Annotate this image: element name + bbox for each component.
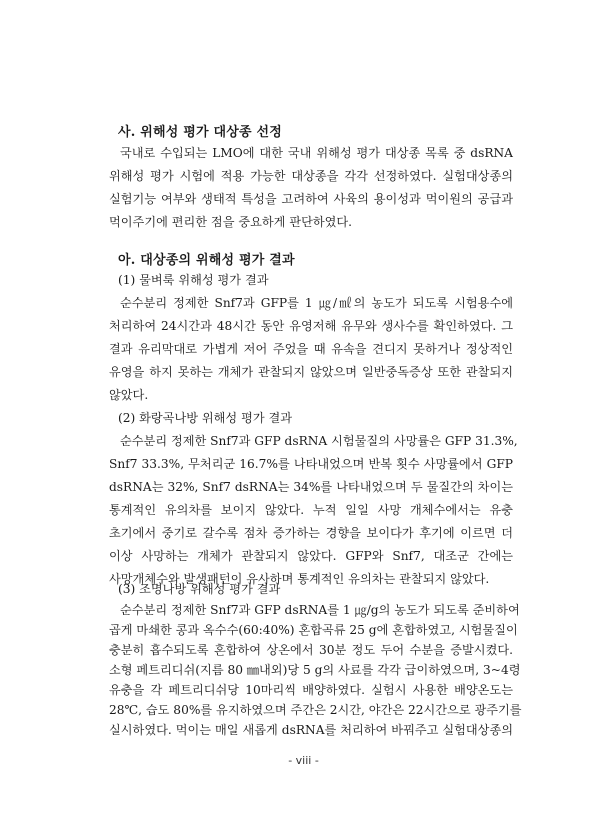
section-heading-sa: 사. 위해성 평가 대상종 선정 bbox=[118, 125, 282, 140]
paragraph-line: 처리하여 24시간과 48시간 동안 유영저해 유무와 생사수를 확인하였다. 그 bbox=[109, 319, 513, 333]
paragraph-line: 않았다. bbox=[109, 388, 149, 402]
paragraph-line: 소형 페트리디쉬(지름 80 ㎜내외)당 5 g의 사료를 각각 급이하였으며, 3~4령 bbox=[109, 663, 521, 677]
subsection-title-2: (2) 화랑곡나방 위해성 평가 결과 bbox=[118, 411, 293, 425]
paragraph-line: 먹이주기에 편리한 점을 중요하게 판단하였다. bbox=[109, 215, 353, 229]
paragraph-line: 실시하였다. 먹이는 매일 새롭게 dsRNA를 처리하여 바꿔주고 실험대상종의 bbox=[109, 723, 513, 737]
paragraph-line: 유영을 하지 못하는 개체가 관찰되지 않았으며 일반중독증상 또한 관찰되지 bbox=[109, 365, 513, 379]
paragraph-line: 순수분리 정제한 Snf7과 GFP dsRNA를 1 ㎍/g의 농도가 되도록 준비하여 bbox=[120, 603, 520, 617]
paragraph-line: 충분히 흡수되도록 혼합하여 상온에서 30분 정도 두어 수분을 증발시켰다. bbox=[109, 643, 513, 657]
paragraph-line: 이상 사망하는 개체가 관찰되지 않았다. GFP와 Snf7, 대조군 간에는 bbox=[109, 549, 513, 563]
page-number: - viii - bbox=[288, 754, 319, 767]
paragraph-line: 곱게 마쇄한 콩과 옥수수(60:40%) 혼합곡류 25 g에 혼합하였고, 시험물질이 bbox=[109, 623, 518, 637]
paragraph-line: 순수분리 정제한 Snf7과 GFP를 1 ㎍/㎖의 농도가 되도록 시험용수에 bbox=[120, 296, 513, 310]
subsection-title-3: (3) 조명나방 위해성 평가 결과 bbox=[118, 582, 281, 596]
paragraph-line: 28℃, 습도 80%를 유지하였으며 주간은 2시간, 야간은 22시간으로 광주기를 bbox=[109, 703, 522, 717]
section-heading-a: 아. 대상종의 위해성 평가 결과 bbox=[118, 253, 295, 268]
subsection-title-1: (1) 물벼룩 위해성 평가 결과 bbox=[118, 273, 269, 287]
paragraph-line: 결과 유리막대로 가볍게 저어 주었을 때 유속을 견디지 못하거나 정상적인 bbox=[109, 342, 513, 356]
paragraph-line: 실험기능 여부와 생태적 특성을 고려하여 사육의 용이성과 먹이원의 공급과 bbox=[109, 192, 513, 206]
paragraph-line: dsRNA는 32%, Snf7 dsRNA는 34%를 나타내었으며 두 물질간의 차이는 bbox=[109, 480, 513, 494]
paragraph-line: Snf7 33.3%, 무처리군 16.7%를 나타내었으며 반복 횟수 사망률에서 GFP bbox=[109, 457, 513, 471]
paragraph-line: 초기에서 중기로 갈수록 점차 증가하는 경향을 보이다가 후기에 이르면 더 bbox=[109, 526, 513, 540]
paragraph-line: 통계적인 유의차를 보이지 않았다. 누적 일일 사망 개체수에서는 유충 bbox=[109, 503, 513, 517]
paragraph-line: 위해성 평가 시험에 적용 가능한 대상종을 각각 선정하였다. 실험대상종의 bbox=[109, 169, 513, 183]
paragraph-line: 순수분리 정제한 Snf7과 GFP dsRNA 시험물질의 사망률은 GFP 31.3%, bbox=[120, 434, 518, 448]
paragraph-line: 국내로 수입되는 LMO에 대한 국내 위해성 평가 대상종 목록 중 dsRNA bbox=[120, 146, 513, 160]
paragraph-line: 유충을 각 페트리디쉬당 10마리씩 배양하였다. 실험시 사용한 배양온도는 bbox=[109, 683, 513, 697]
paragraph-line: 사망개체수와 발생패턴이 유사하며 통계적인 유의차는 관찰되지 않았다. bbox=[109, 572, 490, 586]
